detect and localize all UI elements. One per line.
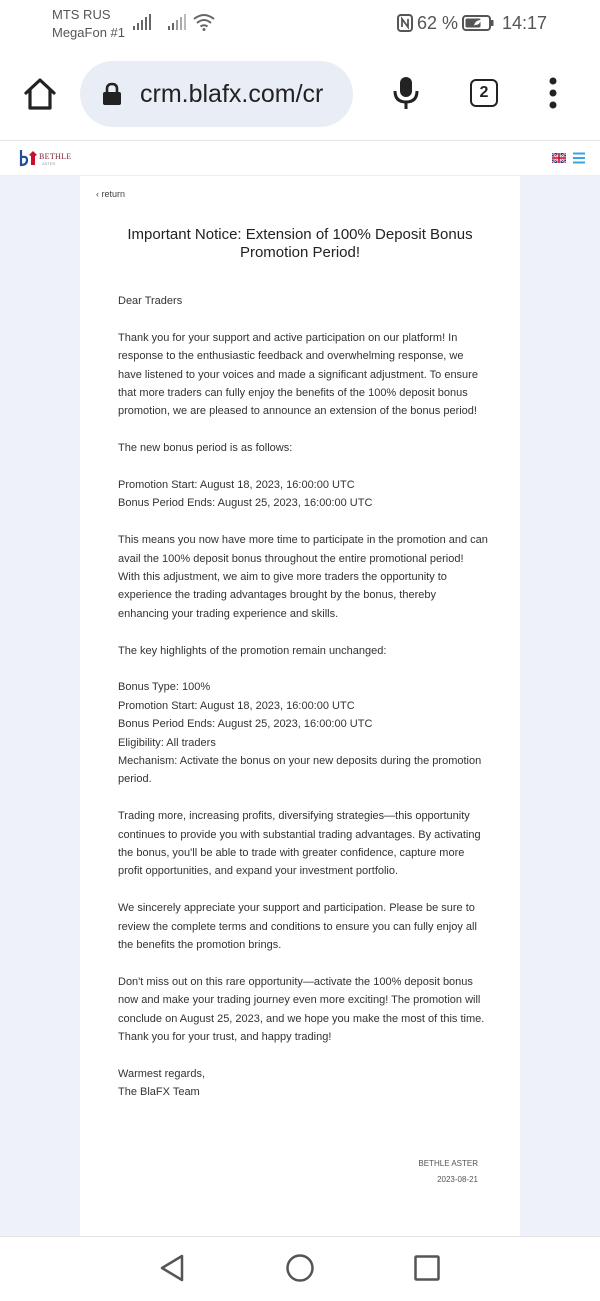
paragraph: We sincerely appreciate your support and participation. Please be sure to review the complete terms and conditions to ensure you can fully enjoy all the benefits the promotion brings. bbox=[118, 902, 477, 952]
signal-icon bbox=[133, 14, 153, 30]
browser-toolbar bbox=[0, 48, 600, 141]
uk-flag-icon[interactable] bbox=[552, 153, 566, 163]
system-navigation-bar bbox=[0, 1236, 600, 1301]
home-icon[interactable] bbox=[22, 76, 58, 112]
signature-date: 2023-08-21 bbox=[437, 1175, 478, 1184]
signal-icon bbox=[168, 14, 188, 30]
paragraph: Promotion Start: August 18, 2023, 16:00:00 UTC Bonus Period Ends: August 25, 2023, 16:00:00 UTC bbox=[118, 479, 373, 510]
lock-icon bbox=[102, 82, 122, 106]
battery-percent: 62 % bbox=[417, 13, 459, 33]
paragraph: The key highlights of the promotion remain unchanged: bbox=[118, 644, 387, 657]
microphone-icon[interactable] bbox=[392, 75, 420, 111]
paragraph: Bonus Type: 100% Promotion Start: August 18, 2023, 16:00:00 UTC Bonus Period Ends: August 25, 2023, 16:00:00 UTC Eligibility: All traders Mechanism: Activate the bonus on your new deposits during the promotion period. bbox=[118, 681, 482, 786]
recent-apps-square-icon[interactable] bbox=[413, 1253, 441, 1283]
notice-title: Important Notice: Extension of 100% Deposit Bonus Promotion Period! bbox=[127, 226, 473, 261]
chevron-left-icon: ‹ bbox=[96, 189, 99, 199]
paragraph: Don't miss out on this rare opportunity—activate the 100% deposit bonus now and make your trading journey even more exciting! The promotion will conclude on August 25, 2023, and we hope you make the most of this time. Thank you for your trust, and happy trading! bbox=[118, 975, 485, 1044]
return-label: return bbox=[101, 189, 126, 199]
paragraph: This means you now have more time to participate in the promotion and can avail the 100% deposit bonus throughout the entire promotional period! With this adjustment, we aim to give more traders the opportunity to experience the trading advantages brought by the bonus, thereby enhancing your trading experience and skills. bbox=[118, 534, 488, 620]
more-vertical-icon[interactable] bbox=[546, 75, 560, 111]
address-bar[interactable] bbox=[80, 61, 353, 127]
tab-switcher-button[interactable]: 2 bbox=[470, 79, 498, 107]
back-triangle-icon[interactable] bbox=[158, 1253, 186, 1283]
status-bar bbox=[0, 0, 600, 48]
greeting: Dear Traders bbox=[118, 295, 183, 307]
signature-name: BETHLE ASTER bbox=[418, 1159, 478, 1168]
battery-icon bbox=[462, 15, 494, 31]
wifi-icon bbox=[193, 13, 215, 31]
url-text[interactable]: crm.blafx.com/cr bbox=[140, 80, 324, 108]
paragraph: The new bonus period is as follows: bbox=[118, 442, 293, 455]
carrier-name-2: MegaFon #1 bbox=[52, 25, 125, 40]
carrier-name-1: MTS RUS bbox=[52, 7, 111, 22]
paragraph: Thank you for your support and active participation on our platform! In response to the enthusiastic feedback and overwhelming response, we have listened to your voices and made a significant adjustment. To ensure that more traders can fully enjoy the benefits of the 100% deposit bonus promotion, we are pleased to announce an extension of the bonus period! bbox=[118, 331, 478, 418]
notice-card bbox=[80, 176, 520, 1236]
closing: Warmest regards, The BlaFX Team bbox=[118, 1067, 206, 1099]
home-circle-icon[interactable] bbox=[285, 1253, 315, 1283]
return-link[interactable] bbox=[96, 189, 125, 199]
paragraph: Trading more, increasing profits, diversifying strategies—this opportunity continues to provide you with substantial trading advantages. By activating the bonus, you'll be able to trade with greater confidence, capture more profit opportunities, and expand your investment portfolio. bbox=[118, 810, 481, 878]
logo-subtext: ASTER bbox=[42, 161, 56, 166]
clock: 14:17 bbox=[502, 13, 548, 33]
logo-text: BETHLE bbox=[39, 152, 72, 161]
site-header bbox=[0, 141, 600, 176]
nfc-icon bbox=[397, 14, 413, 32]
hamburger-menu-icon[interactable] bbox=[573, 152, 585, 164]
notice-body bbox=[118, 292, 488, 1120]
bethle-aster-logo[interactable] bbox=[19, 149, 39, 167]
